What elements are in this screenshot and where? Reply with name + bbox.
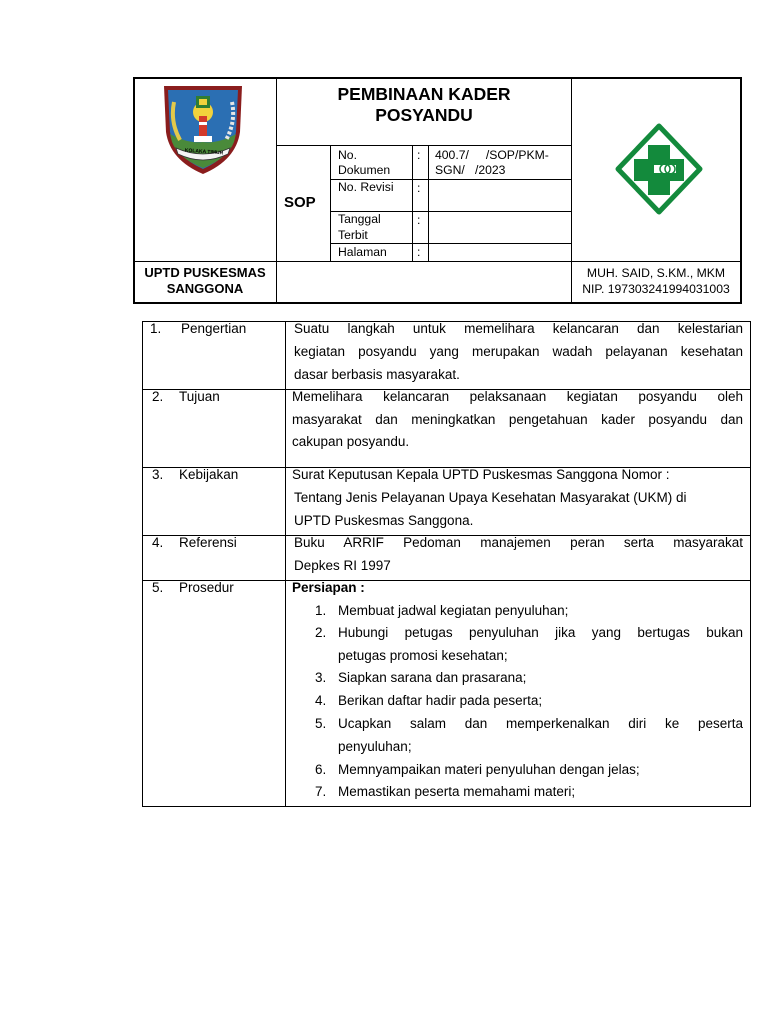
- step-number: 2.: [315, 625, 327, 640]
- step-text: Berikan daftar hadir pada peserta;: [338, 693, 543, 708]
- org-name-line-2: SANGGONA: [166, 281, 244, 296]
- section-number-objective: 2.: [152, 389, 164, 404]
- step-text: Ucapkan salam dan memperkenalkan diri ke peserta: [338, 716, 743, 731]
- objective-line-2: masyarakat dan meningkatkan pengetahuan kader posyandu dan: [292, 412, 743, 427]
- section-label-definition: Pengertian: [181, 321, 247, 336]
- section-label-objective: Tujuan: [179, 389, 220, 404]
- definition-line-2: kegiatan posyandu yang merupakan wadah pelayanan kesehatan: [294, 344, 743, 359]
- section-number-reference: 4.: [152, 535, 164, 550]
- meta-colon-doc-no: :: [417, 148, 421, 162]
- title-line-2: POSYANDU: [375, 105, 473, 125]
- policy-line-2: Tentang Jenis Pelayanan Upaya Kesehatan Masyarakat (UKM) di: [294, 490, 687, 505]
- meta-label-issue-date-1: Tanggal: [338, 212, 381, 226]
- sop-label: SOP: [284, 194, 316, 211]
- definition-line-1: Suatu langkah untuk memelihara kelancaran dan kelestarian: [294, 321, 743, 336]
- regency-emblem-logo: [158, 82, 248, 176]
- step-number: 1.: [315, 603, 327, 618]
- step-text: Memnyampaikan materi penyuluhan dengan jelas;: [338, 762, 640, 777]
- objective-line-3: cakupan posyandu.: [292, 434, 410, 449]
- meta-value-doc-no-1: 400.7/ /SOP/PKM-: [435, 148, 549, 162]
- procedure-heading: Persiapan :: [292, 580, 365, 595]
- title-line-1: PEMBINAAN KADER: [337, 84, 511, 104]
- step-number: 6.: [315, 762, 327, 777]
- section-label-policy: Kebijakan: [179, 467, 239, 482]
- meta-value-doc-no-2: SGN/ /2023: [435, 163, 506, 177]
- section-number-definition: 1.: [150, 321, 162, 336]
- step-text: Siapkan sarana dan prasarana;: [338, 670, 527, 685]
- meta-colon-page: :: [417, 245, 421, 259]
- document-title: [277, 84, 571, 126]
- meta-colon-revision: :: [417, 181, 421, 195]
- step-text: Memastikan peserta memahami materi;: [338, 784, 576, 799]
- step-number: 4.: [315, 693, 327, 708]
- signer-name: MUH. SAID, S.KM., MKM: [586, 266, 726, 280]
- meta-label-revision: No. Revisi: [338, 180, 394, 194]
- section-number-procedure: 5.: [152, 580, 164, 595]
- step-number: 7.: [315, 784, 327, 799]
- reference-line-2: Depkes RI 1997: [294, 558, 391, 573]
- policy-line-1: Surat Keputusan Kepala UPTD Puskesmas Sanggona Nomor :: [292, 467, 670, 482]
- definition-line-3: dasar berbasis masyarakat.: [294, 367, 460, 382]
- step-text: Hubungi petugas penyuluhan jika yang bertugas bukan: [338, 625, 743, 640]
- org-name-line-1: UPTD PUSKESMAS: [144, 265, 266, 280]
- policy-line-3: UPTD Puskesmas Sanggona.: [294, 513, 474, 528]
- signer-nip: NIP. 197303241994031003: [582, 282, 730, 296]
- meta-label-doc-no-1: No.: [338, 148, 357, 162]
- step-number: 5.: [315, 716, 327, 731]
- meta-colon-issue-date: :: [417, 213, 421, 227]
- meta-label-issue-date-2: Terbit: [338, 228, 368, 242]
- objective-line-1: Memelihara kelancaran pelaksanaan kegiatan posyandu oleh: [292, 389, 743, 404]
- step-text: Membuat jadwal kegiatan penyuluhan;: [338, 603, 569, 618]
- section-number-policy: 3.: [152, 467, 164, 482]
- reference-line-1: Buku ARRIF Pedoman manajemen peran serta masyarakat: [294, 535, 743, 550]
- meta-label-page: Halaman: [338, 245, 387, 259]
- step-number: 3.: [315, 670, 327, 685]
- puskesmas-logo: [614, 123, 704, 215]
- meta-label-doc-no-2: Dokumen: [338, 163, 391, 177]
- step-text-continued: petugas promosi kesehatan;: [338, 648, 508, 663]
- section-label-reference: Referensi: [179, 535, 237, 550]
- emblem-banner-text: KOLAKA TIMUR: [184, 147, 224, 157]
- step-text-continued: penyuluhan;: [338, 739, 412, 754]
- section-label-procedure: Prosedur: [179, 580, 234, 595]
